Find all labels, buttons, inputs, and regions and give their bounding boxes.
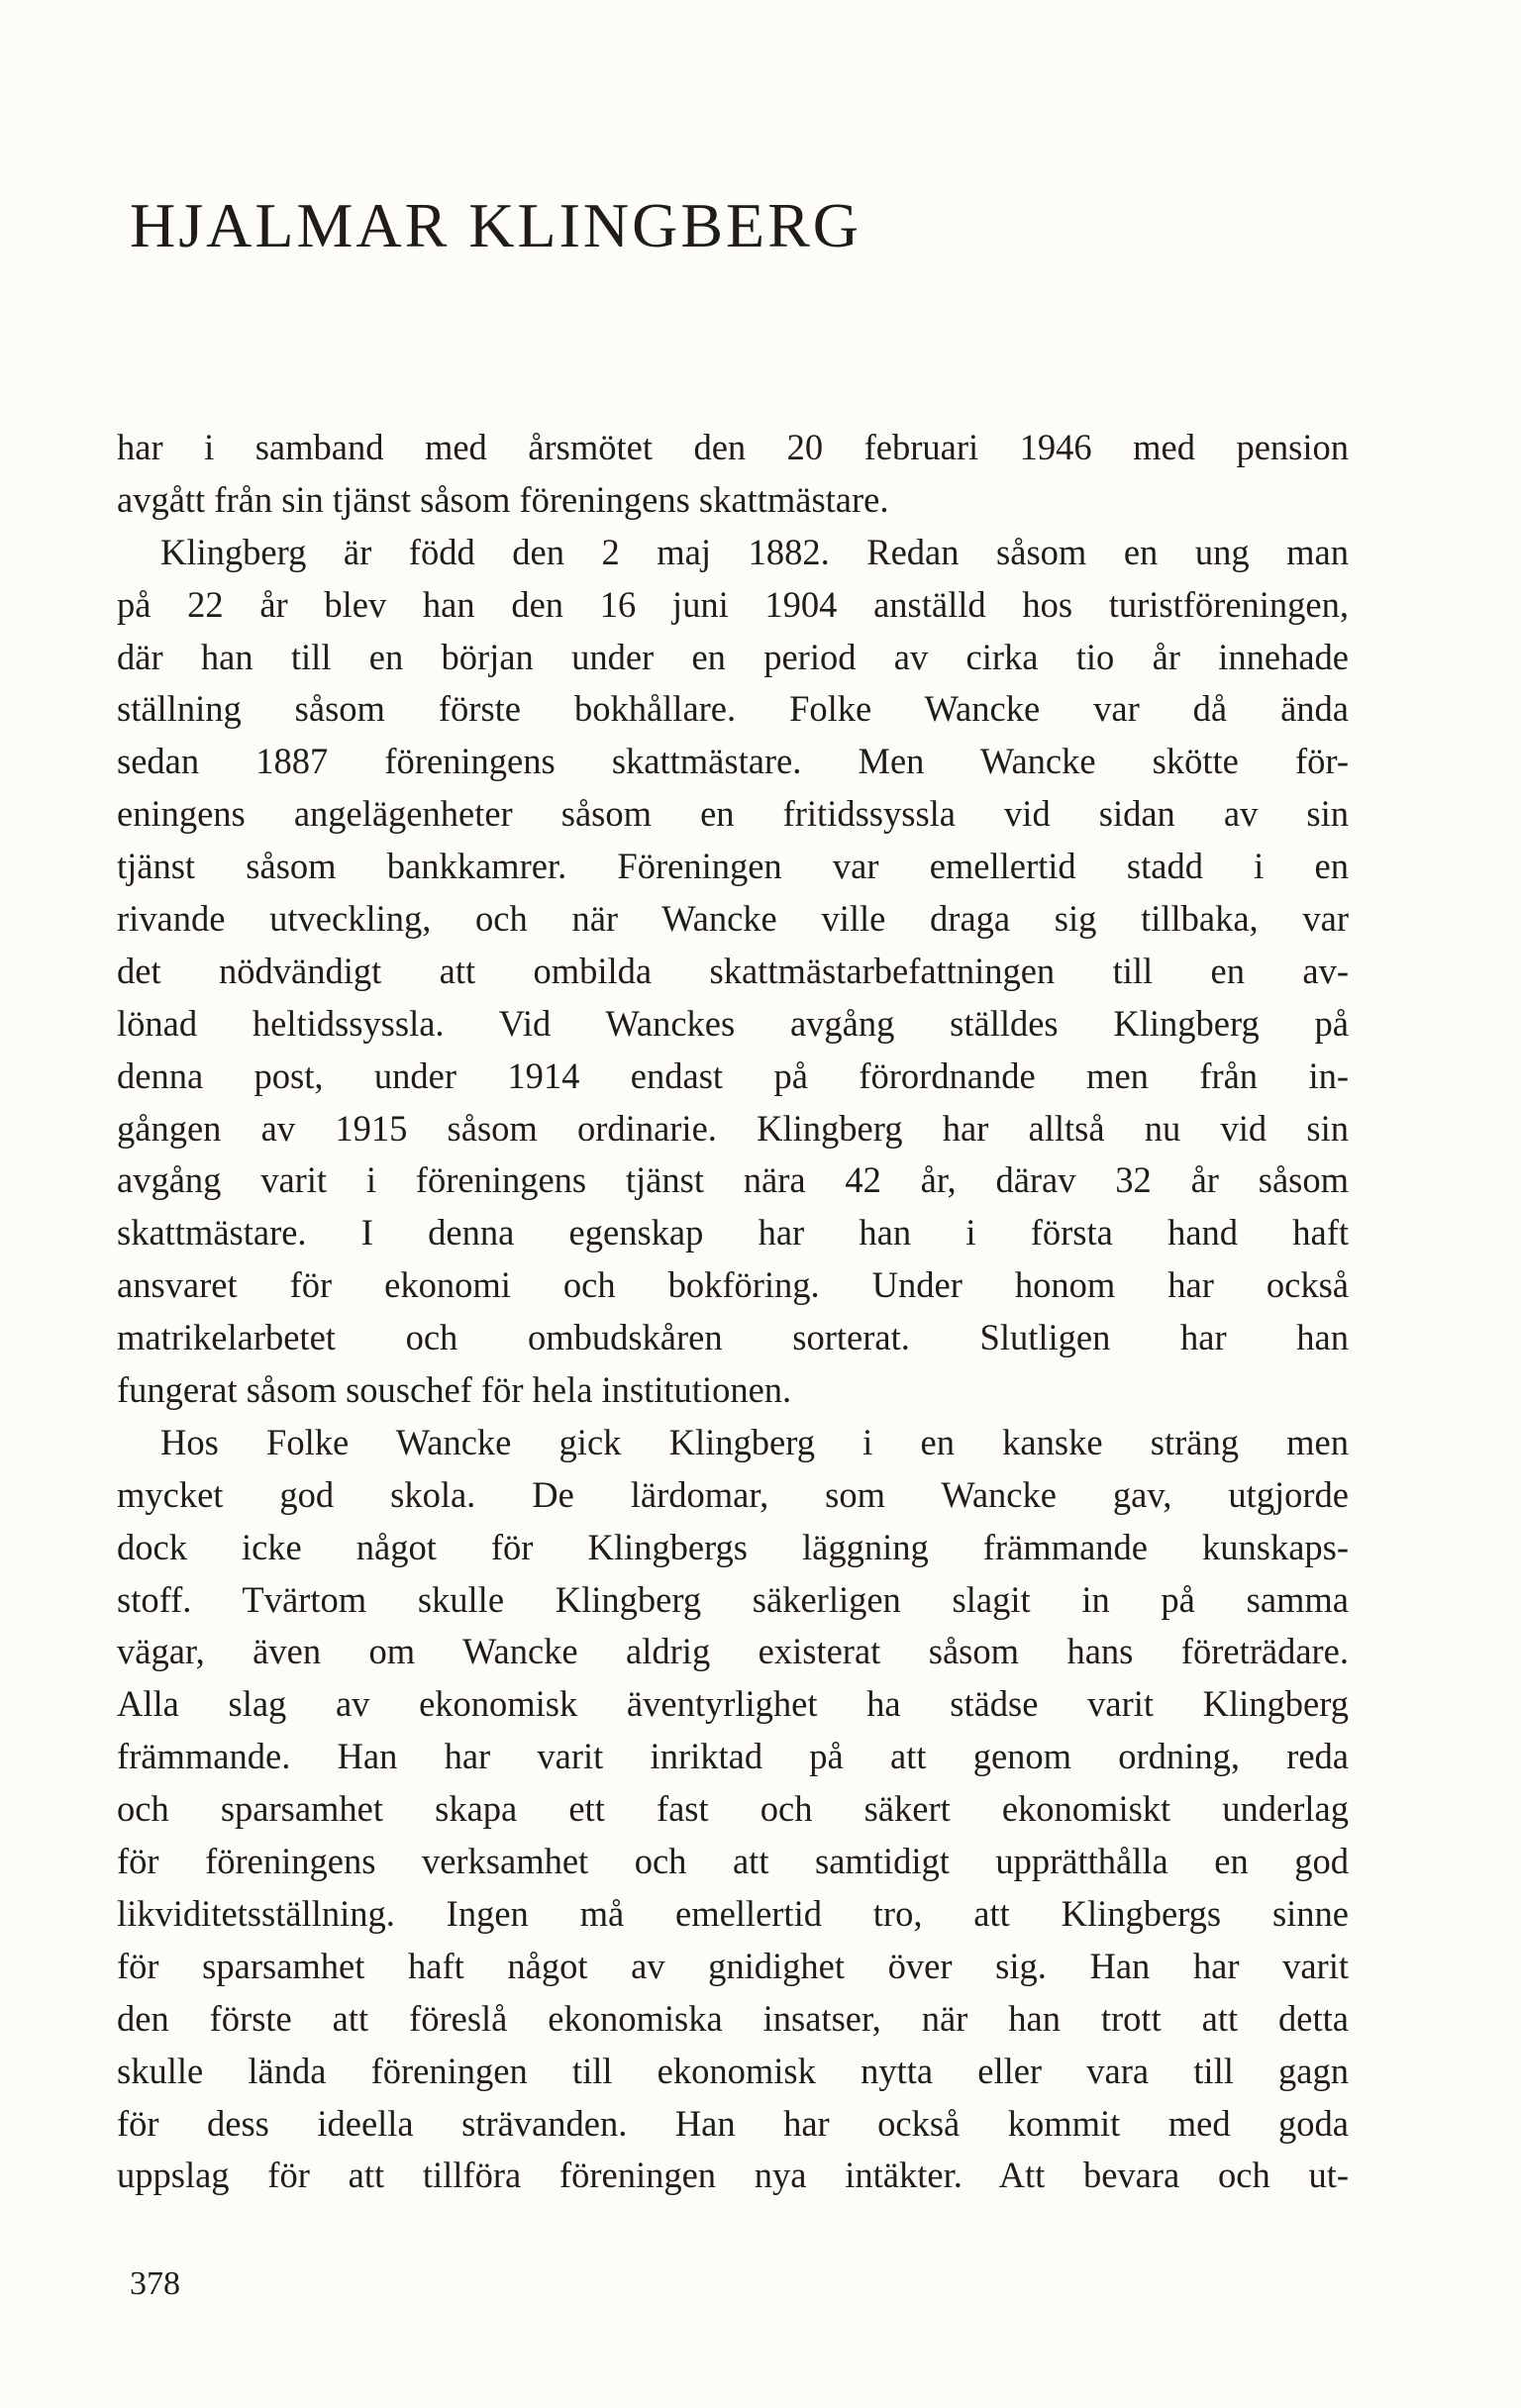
text-line: stoff. Tvärtom skulle Klingberg säkerligen slagit in på samma: [117, 1578, 1349, 1620]
text-line: för föreningens verksamhet och att samtidigt upprätthålla en god: [117, 1841, 1349, 1882]
text-line: avgång varit i föreningens tjänst nära 42 år, därav 32 år såsom: [117, 1159, 1349, 1201]
text-line: dock icke något för Klingbergs läggning främmande kunskaps-: [117, 1526, 1349, 1567]
text-line: för dess ideella strävanden. Han har också kommit med goda: [117, 2102, 1349, 2144]
text-line: skattmästare. I denna egenskap har han i första hand haft: [117, 1212, 1349, 1254]
text-line: har i samband med årsmötet den 20 februari 1946 med pension: [117, 427, 1349, 467]
article-heading: HJALMAR KLINGBERG: [130, 190, 862, 260]
text-line: på 22 år blev han den 16 juni 1904 anställd hos turistföreningen,: [117, 583, 1349, 625]
text-line: lönad heltidssyssla. Vid Wanckes avgång ställdes Klingberg på: [117, 1002, 1349, 1044]
body-text: [117, 422, 1349, 2202]
text-line: det nödvändigt att ombilda skattmästarbefattningen till en av-: [117, 950, 1349, 991]
text-line: den förste att föreslå ekonomiska insatser, när han trott att detta: [117, 1997, 1349, 2039]
text-line: mycket god skola. De lärdomar, som Wancke gav, utgjorde: [117, 1473, 1349, 1515]
text-line: främmande. Han har varit inriktad på att genom ordning, reda: [117, 1736, 1349, 1777]
text-line: eningens angelägenheter såsom en fritidssyssla vid sidan av sin: [117, 793, 1349, 835]
text-line: sedan 1887 föreningens skattmästare. Men Wancke skötte för-: [117, 741, 1349, 782]
text-line: ställning såsom förste bokhållare. Folke Wancke var då ända: [117, 688, 1349, 730]
text-line: uppslag för att tillföra föreningen nya intäkter. Att bevara och ut-: [117, 2155, 1349, 2196]
text-line: vägar, även om Wancke aldrig existerat såsom hans företrädare.: [117, 1631, 1349, 1672]
text-line: skulle lända föreningen till ekonomisk nytta eller vara till gagn: [117, 2050, 1349, 2091]
text-line: och sparsamhet skapa ett fast och säkert ekonomiskt underlag: [117, 1788, 1349, 1830]
page-number: 378: [130, 2265, 180, 2302]
text-line: tjänst såsom bankkamrer. Föreningen var emellertid stadd i en: [117, 846, 1349, 887]
text-line: Alla slag av ekonomisk äventyrlighet ha städse varit Klingberg: [117, 1683, 1349, 1725]
text-line: denna post, under 1914 endast på förordnande men från in-: [117, 1054, 1349, 1096]
text-line: Klingberg är född den 2 maj 1882. Redan såsom en ung man: [160, 531, 1349, 572]
text-line: rivande utveckling, och när Wancke ville draga sig tillbaka, var: [117, 898, 1349, 940]
text-line: för sparsamhet haft något av gnidighet över sig. Han har varit: [117, 1945, 1349, 1986]
text-line: ansvaret för ekonomi och bokföring. Under honom har också: [117, 1264, 1349, 1306]
text-line: avgått från sin tjänst såsom föreningens skattmästare.: [117, 478, 889, 520]
text-line: fungerat såsom souschef för hela institutionen.: [117, 1369, 792, 1411]
text-line: matrikelarbetet och ombudskåren sorterat. Slutligen har han: [117, 1317, 1349, 1358]
text-line: gången av 1915 såsom ordinarie. Klingberg har alltså nu vid sin: [117, 1107, 1349, 1149]
text-line: likviditetsställning. Ingen må emellertid tro, att Klingbergs sinne: [117, 1892, 1349, 1934]
text-line: Hos Folke Wancke gick Klingberg i en kanske sträng men: [160, 1421, 1349, 1462]
text-line: där han till en början under en period av cirka tio år innehade: [117, 636, 1349, 677]
